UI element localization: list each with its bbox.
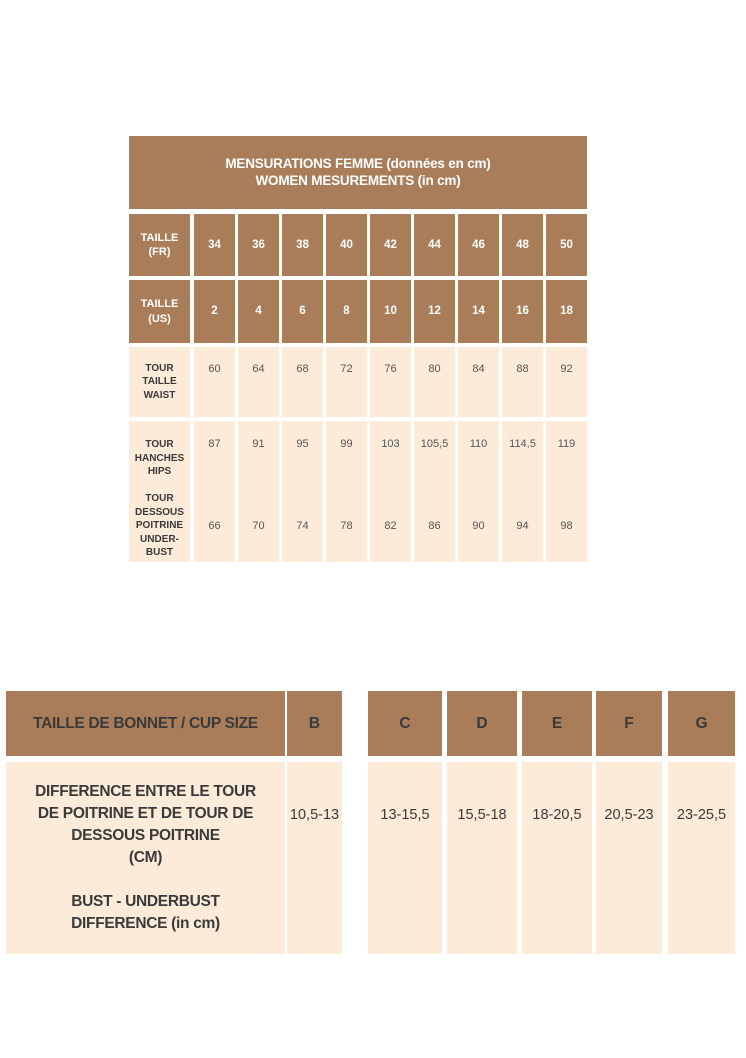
waist-label-line: TAILLE [142,376,177,388]
cup-size-letter: D [447,691,517,756]
underbust-value: 90 [472,520,485,532]
cup-difference-label [6,762,285,954]
women-table-title [129,136,587,209]
cup-difference-label-fr-line: DIFFERENCE ENTRE LE TOUR [35,783,256,800]
cup-difference-value: 15,5-18 [447,762,517,954]
waist-label-line: WAIST [143,389,176,401]
cup-size-header-label: TAILLE DE BONNET / CUP SIZE [6,691,285,756]
size-fr-label-line: (FR) [148,246,171,258]
size-us-value: 16 [502,280,543,343]
waist-value: 72 [326,347,367,417]
waist-value: 84 [458,347,499,417]
size-fr-value: 38 [282,214,323,276]
cup-difference-value: 13-15,5 [368,762,442,954]
hips-label-line: TOUR [145,439,174,450]
cup-difference-value: 23-25,5 [668,762,735,954]
underbust-value: 74 [296,520,309,532]
size-us-value: 8 [326,280,367,343]
waist-value: 80 [414,347,455,417]
size-fr-value: 44 [414,214,455,276]
waist-label [129,347,190,417]
waist-value: 92 [546,347,587,417]
size-fr-value: 42 [370,214,411,276]
hips-value: 91 [252,438,265,450]
women-table-title-en: WOMEN MESUREMENTS (in cm) [255,172,461,188]
hips-value: 95 [296,438,309,450]
underbust-value: 86 [428,520,441,532]
waist-value: 76 [370,347,411,417]
size-us-value: 18 [546,280,587,343]
size-us-label-line: (US) [148,312,171,325]
hips-value: 105,5 [420,438,449,450]
underbust-label-line: DESSOUS [135,506,184,518]
cup-size-letter: B [287,691,342,756]
hips-value: 99 [340,438,353,450]
underbust-value: 94 [516,520,529,532]
hips-label [129,421,190,483]
size-us-value: 4 [238,280,279,343]
underbust-label-line: UNDER- [140,533,179,545]
waist-label-line: TOUR [145,362,174,374]
waist-value: 60 [194,347,235,417]
size-us-value: 6 [282,280,323,343]
hips-value: 119 [557,438,576,450]
size-fr-value: 34 [194,214,235,276]
cup-difference-label-fr-line: DESSOUS POITRINE [71,827,220,844]
cup-difference-value: 10,5-13 [287,762,342,954]
cup-difference-value: 20,5-23 [596,762,662,954]
cup-size-letter: G [668,691,735,756]
underbust-value: 82 [384,520,397,532]
size-fr-value: 40 [326,214,367,276]
hips-value: 110 [469,438,488,450]
cup-size-letter: C [368,691,442,756]
hips-label-line: HIPS [147,466,172,477]
hips-value: 103 [381,438,400,450]
underbust-value: 78 [340,520,353,532]
waist-value: 64 [238,347,279,417]
size-us-label [129,280,190,343]
underbust-value: 70 [252,520,265,532]
underbust-label [129,490,190,562]
hips-value: 87 [208,438,221,450]
underbust-label-line: TOUR [145,493,174,504]
waist-value: 88 [502,347,543,417]
size-fr-label [129,214,190,276]
hips-value: 114,5 [509,438,536,450]
size-fr-value: 50 [546,214,587,276]
size-fr-value: 36 [238,214,279,276]
cup-difference-label-fr-line: (CM) [128,849,163,866]
underbust-label-line: POITRINE [135,520,184,531]
size-us-value: 10 [370,280,411,343]
hips-label-line: HANCHES [134,452,185,464]
cup-difference-label-en-line: DIFFERENCE (in cm) [71,915,220,932]
women-table-title-fr: MENSURATIONS FEMME (données en cm) [225,155,491,171]
waist-value: 68 [282,347,323,417]
size-us-label-line: TAILLE [140,298,179,311]
size-us-value: 14 [458,280,499,343]
cup-difference-label-en-line: BUST - UNDERBUST [71,893,220,910]
cup-difference-label-fr-line: DE POITRINE ET DE TOUR DE [37,805,254,822]
size-us-value: 12 [414,280,455,343]
underbust-value: 98 [560,520,573,532]
underbust-value: 66 [208,520,221,532]
size-fr-value: 46 [458,214,499,276]
cup-size-letter: F [596,691,662,756]
cup-difference-value: 18-20,5 [522,762,592,954]
size-fr-value: 48 [502,214,543,276]
size-us-value: 2 [194,280,235,343]
underbust-label-line: BUST [145,547,174,558]
cup-size-letter: E [522,691,592,756]
size-fr-label-line: TAILLE [140,231,179,244]
